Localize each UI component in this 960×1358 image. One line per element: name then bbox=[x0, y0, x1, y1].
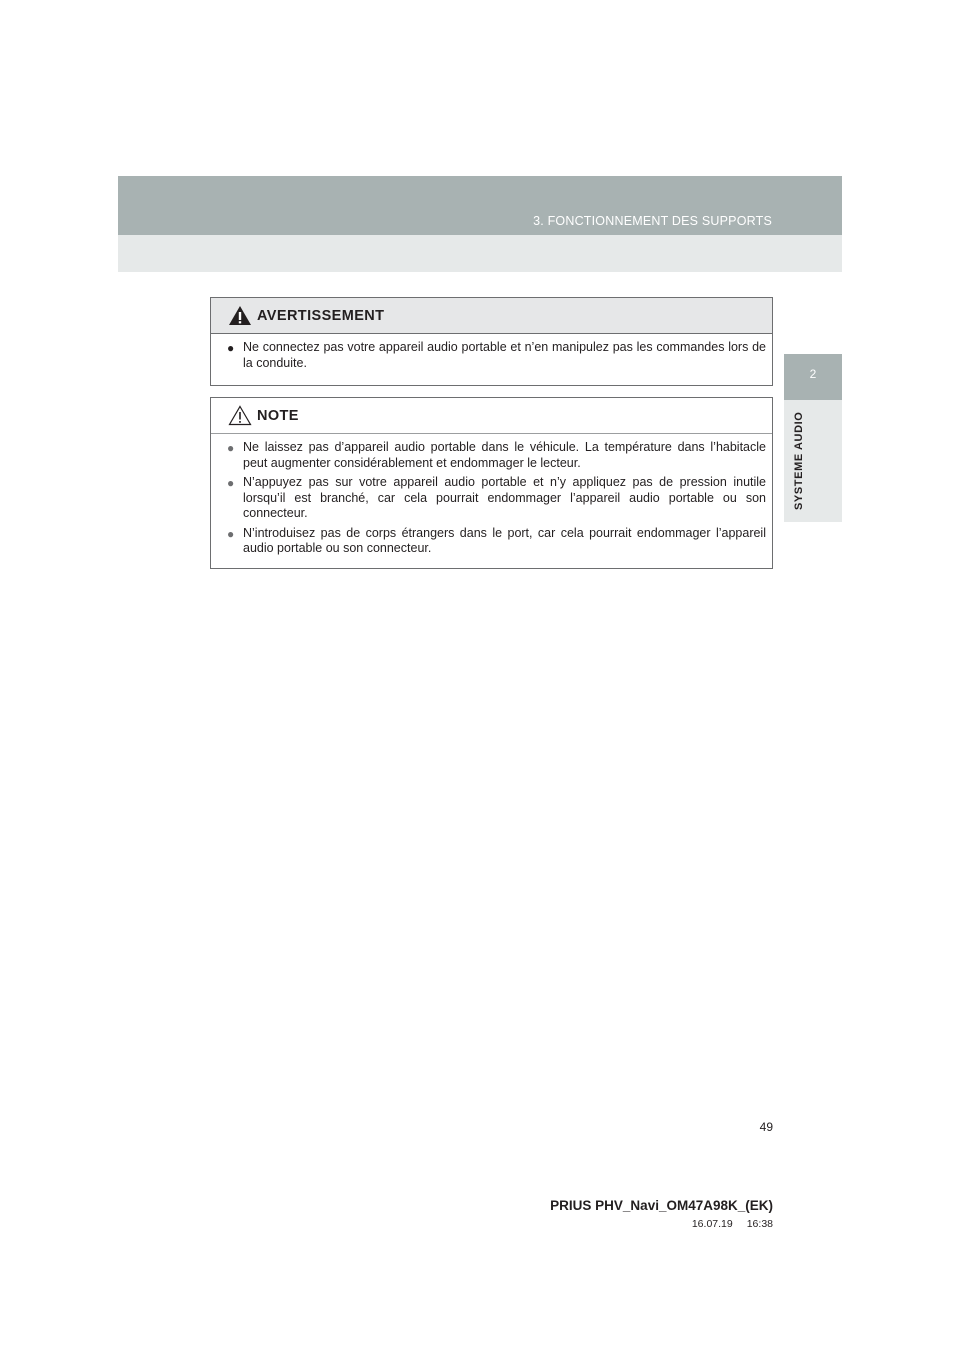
warning-triangle-outline-icon bbox=[228, 405, 252, 426]
warning-box bbox=[210, 297, 773, 386]
document-timestamp bbox=[560, 1218, 773, 1230]
warning-triangle-filled-icon bbox=[228, 305, 252, 326]
document-time: 16:38 bbox=[746, 1218, 773, 1230]
note-item: ● N’introduisez pas de corps étrangers dans le port, car cela pourrait endommager l’appareil audio portable ou son connecteur. bbox=[227, 525, 766, 555]
chapter-tab-number: 2 bbox=[784, 354, 842, 400]
header-band bbox=[118, 176, 842, 235]
note-item: ● Ne laissez pas d’appareil audio portable dans le véhicule. La température dans l’habitacle peut augmenter considérablement et endommager le lecteur. bbox=[227, 440, 766, 470]
warning-title: AVERTISSEMENT bbox=[257, 308, 385, 324]
page-number: 49 bbox=[759, 1120, 773, 1134]
chapter-tab-label: SYSTEME AUDIO bbox=[793, 411, 805, 511]
warning-item: ● Ne connectez pas votre appareil audio portable et n’en manipulez pas les commandes lors de la conduite. bbox=[227, 340, 766, 370]
warning-header bbox=[211, 298, 772, 334]
document-date: 16.07.19 bbox=[691, 1218, 733, 1230]
header-subband bbox=[118, 235, 842, 272]
bullet-icon: ● bbox=[227, 526, 235, 541]
note-header bbox=[211, 398, 772, 434]
bullet-icon: ● bbox=[227, 341, 235, 355]
bullet-icon: ● bbox=[227, 441, 235, 455]
note-box bbox=[210, 397, 773, 569]
document-id: PRIUS PHV_Navi_OM47A98K_(EK) bbox=[550, 1198, 773, 1213]
note-title: NOTE bbox=[257, 408, 299, 424]
note-item: ● N’appuyez pas sur votre appareil audio portable et n’y appliquez pas de pression inutile lorsqu’il est branché, car cela pourrait endommager l’appareil audio portable ou son connecteur. bbox=[227, 475, 766, 520]
bullet-icon: ● bbox=[227, 476, 235, 490]
section-title: 3. FONCTIONNEMENT DES SUPPORTS bbox=[533, 214, 772, 228]
